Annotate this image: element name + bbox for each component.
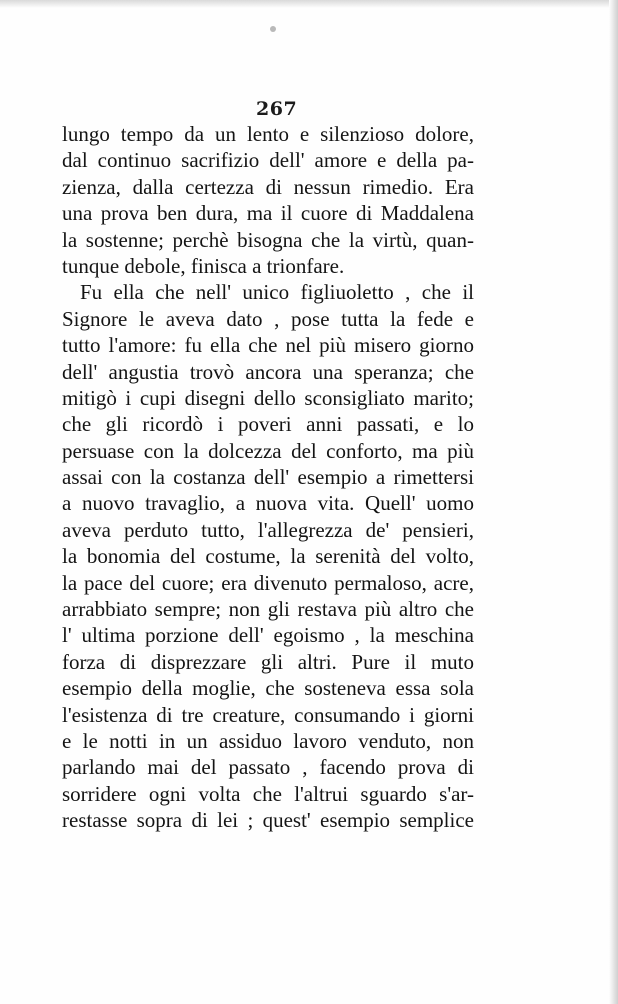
text-line: aveva perduto tutto, l'allegrezza de' pensieri, xyxy=(62,517,474,542)
body-text xyxy=(62,121,474,834)
text-line: una prova ben dura, ma il cuore di Maddalena xyxy=(62,201,474,226)
text-line: zienza, dalla certezza di nessun rimedio. Era xyxy=(62,174,474,199)
text-line: persuase con la dolcezza del conforto, ma più xyxy=(62,438,474,463)
paragraph-last-line: tunque debole, finisca a trionfare. xyxy=(62,253,345,278)
text-line: esempio della moglie, che sosteneva essa sola xyxy=(62,676,474,701)
text-line: lungo tempo da un lento e silenzioso dolore, xyxy=(62,122,474,146)
text-line: mitigò i cupi disegni dello sconsigliato marito; xyxy=(62,385,474,410)
text-line: la bonomia del costume, la serenità del volto, xyxy=(62,544,474,569)
text-line: l'esistenza di tre creature, consumando i giorni xyxy=(62,702,474,727)
text-line: tutto l'amore: fu ella che nel più misero giorno xyxy=(62,333,474,358)
text-line: restasse sopra di lei ; quest' esempio semplice xyxy=(62,808,474,833)
text-line: dal continuo sacrifizio dell' amore e della pa- xyxy=(62,148,474,173)
ink-spot xyxy=(270,26,276,32)
page-right-shadow xyxy=(609,0,618,1004)
text-line: Signore le aveva dato , pose tutta la fede e xyxy=(62,306,474,331)
text-line: sorridere ogni volta che l'altrui sguardo s'ar- xyxy=(62,781,474,806)
text-line: e le notti in un assiduo lavoro venduto, non xyxy=(62,728,474,753)
text-line: l' ultima porzione dell' egoismo , la meschina xyxy=(62,623,474,648)
text-line: arrabbiato sempre; non gli restava più altro che xyxy=(62,597,474,622)
paragraph-first-line: Fu ella che nell' unico figliuoletto , che il xyxy=(80,280,474,305)
text-line: a nuovo travaglio, a nuova vita. Quell' uomo xyxy=(62,491,474,516)
text-line: dell' angustia trovò ancora una speranza; che xyxy=(62,359,474,384)
text-line: la pace del cuore; era divenuto permaloso, acre, xyxy=(62,570,474,595)
text-line: che gli ricordò i poveri anni passati, e lo xyxy=(62,412,474,437)
page-number: 267 xyxy=(256,98,298,120)
text-line: parlando mai del passato , facendo prova di xyxy=(62,755,474,780)
page-top-shadow xyxy=(0,0,618,8)
text-line: assai con la costanza dell' esempio a rimettersi xyxy=(62,465,474,490)
text-line: forza di disprezzare gli altri. Pure il muto xyxy=(62,649,474,674)
text-line: la sostenne; perchè bisogna che la virtù, quan- xyxy=(62,227,474,252)
